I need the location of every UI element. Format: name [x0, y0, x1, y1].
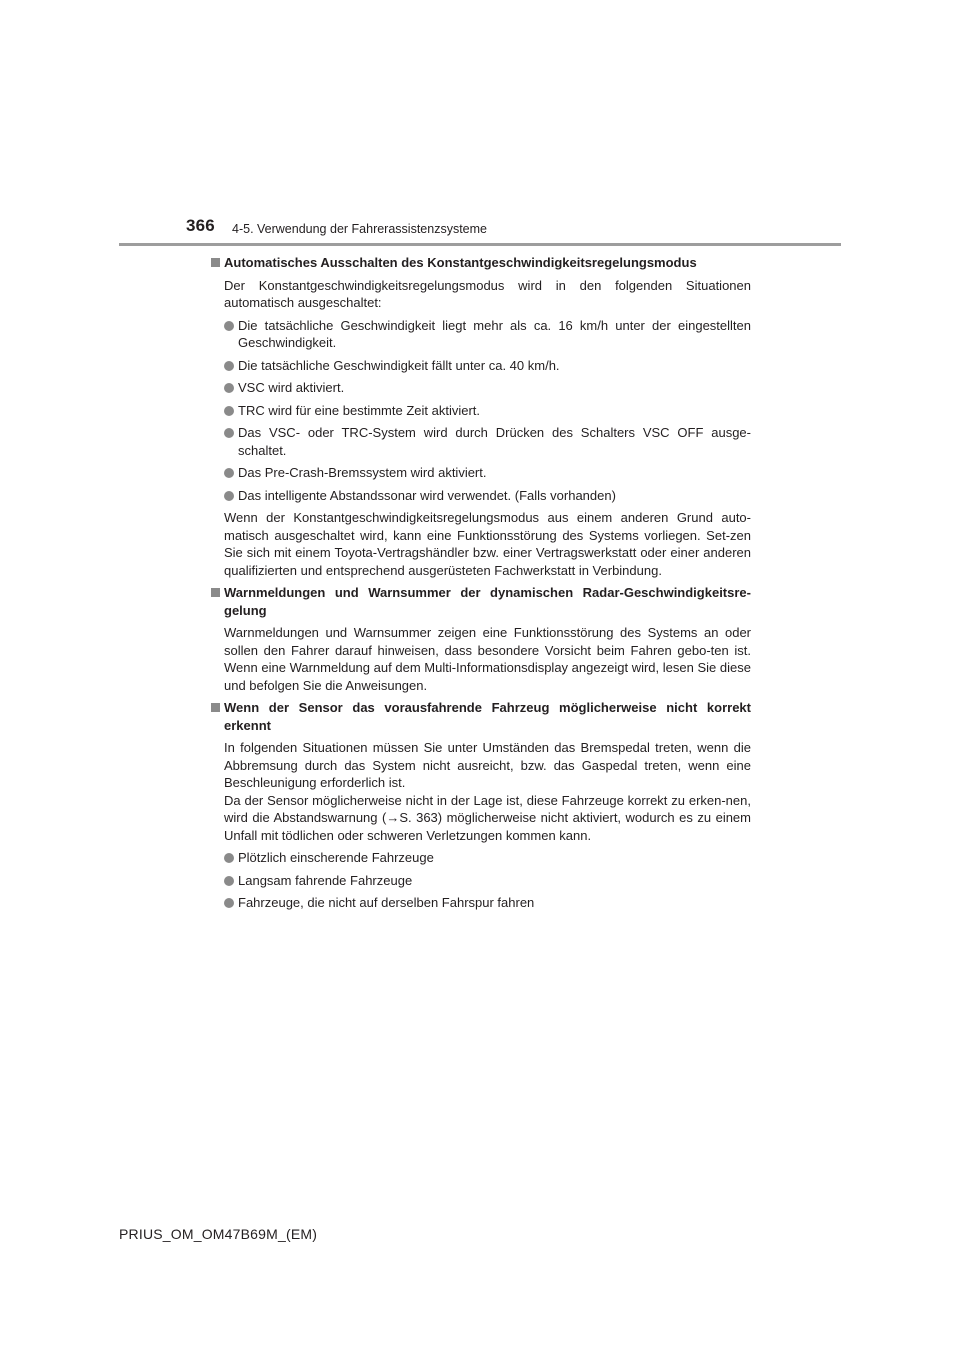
circle-bullet-icon	[224, 876, 234, 886]
header-divider	[119, 243, 841, 246]
bullet-item	[211, 379, 751, 397]
bullet-text: Plötzlich einscherende Fahrzeuge	[238, 850, 434, 865]
bullet-text: VSC wird aktiviert.	[238, 380, 345, 395]
square-bullet-icon	[211, 703, 220, 712]
bullet-item	[211, 487, 751, 505]
heading-text: Automatisches Ausschalten des Konstantgeschwindigkeitsregelungsmodus	[224, 255, 697, 270]
bullet-item	[211, 872, 751, 890]
circle-bullet-icon	[224, 428, 234, 438]
page-content	[211, 254, 751, 917]
section-heading	[211, 699, 751, 734]
circle-bullet-icon	[224, 406, 234, 416]
footer-document-code: PRIUS_OM_OM47B69M_(EM)	[119, 1226, 318, 1242]
paragraph	[211, 739, 751, 792]
paragraph	[211, 624, 751, 694]
circle-bullet-icon	[224, 468, 234, 478]
square-bullet-icon	[211, 588, 220, 597]
bullet-text: Langsam fahrende Fahrzeuge	[238, 872, 413, 888]
section-title: 4-5. Verwendung der Fahrerassistenzsysteme	[232, 222, 487, 236]
bullet-item	[211, 894, 751, 912]
heading-text: Warnmeldungen und Warnsummer der dynamischen Radar-Geschwindigkeitsre-gelung	[224, 585, 751, 618]
para-text: Wenn der Konstantgeschwindigkeitsregelungsmodus aus einem anderen Grund auto-matisch ausgeschaltet wird, kann eine Funktionsstörung des Systems vorliegen. Set-zen Sie sich mit einem Toyota-Vertragshändler bzw. einer Vertragswerkstatt oder einer anderen qualifizierten und entsprechend ausgerüsteten Fachwerkstatt in Verbindung.	[224, 510, 751, 578]
bullet-text: TRC wird für eine bestimmte Zeit aktiviert.	[238, 402, 481, 418]
circle-bullet-icon	[224, 321, 234, 331]
para-text: Da der Sensor möglicherweise nicht in der Lage ist, diese Fahrzeuge korrekt zu erken-nen, wird die Abstandswarnung (→S. 363) möglicherweise nicht aktiviert, wodurch es zu einem Unfall mit tödlichen oder schweren Verletzungen kommen kann.	[224, 792, 751, 843]
circle-bullet-icon	[224, 361, 234, 371]
bullet-item	[211, 464, 751, 482]
para-text: Der Konstantgeschwindigkeitsregelungsmodus wird in den folgenden Situationen automatisch ausgeschaltet:	[224, 277, 751, 310]
page-number: 366	[186, 216, 215, 235]
bullet-item	[211, 424, 751, 459]
circle-bullet-icon	[224, 383, 234, 393]
paragraph	[211, 509, 751, 579]
circle-bullet-icon	[224, 853, 234, 863]
bullet-text: Das VSC- oder TRC-System wird durch Drücken des Schalters VSC OFF ausge-schaltet.	[238, 425, 751, 458]
bullet-item	[211, 849, 751, 867]
bullet-item	[211, 357, 751, 375]
heading-text: Wenn der Sensor das vorausfahrende Fahrzeug möglicherweise nicht korrekt erkennt	[224, 700, 751, 733]
section-heading	[211, 584, 751, 619]
bullet-text: Fahrzeuge, die nicht auf derselben Fahrspur fahren	[238, 895, 535, 910]
para-text: Warnmeldungen und Warnsummer zeigen eine Funktionsstörung des Systems an oder sollen den Fahrer darauf hinweisen, dass besondere Vorsicht beim Fahren gebo-ten ist. Wenn eine Warnmeldung auf dem Multi-Informationsdisplay angezeigt wird, lesen Sie diese und befolgen Sie die Anweisungen.	[224, 625, 751, 693]
section-heading	[211, 254, 751, 272]
circle-bullet-icon	[224, 898, 234, 908]
paragraph	[211, 277, 751, 312]
bullet-item	[211, 402, 751, 420]
bullet-text: Das Pre-Crash-Bremssystem wird aktiviert.	[238, 465, 487, 480]
square-bullet-icon	[211, 258, 220, 267]
bullet-text: Die tatsächliche Geschwindigkeit fällt unter ca. 40 km/h.	[238, 357, 560, 373]
paragraph	[211, 792, 751, 845]
circle-bullet-icon	[224, 491, 234, 501]
para-text: In folgenden Situationen müssen Sie unter Umständen das Bremspedal treten, wenn die Abbremsung durch das System nicht ausreicht, bzw. das Gaspedal treten, wenn eine Beschleunigung erforderlich ist.	[224, 740, 751, 790]
bullet-item	[211, 317, 751, 352]
bullet-text: Das intelligente Abstandssonar wird verwendet. (Falls vorhanden)	[238, 487, 616, 503]
bullet-text: Die tatsächliche Geschwindigkeit liegt mehr als ca. 16 km/h unter der eingestellten Geschwindigkeit.	[238, 317, 751, 350]
